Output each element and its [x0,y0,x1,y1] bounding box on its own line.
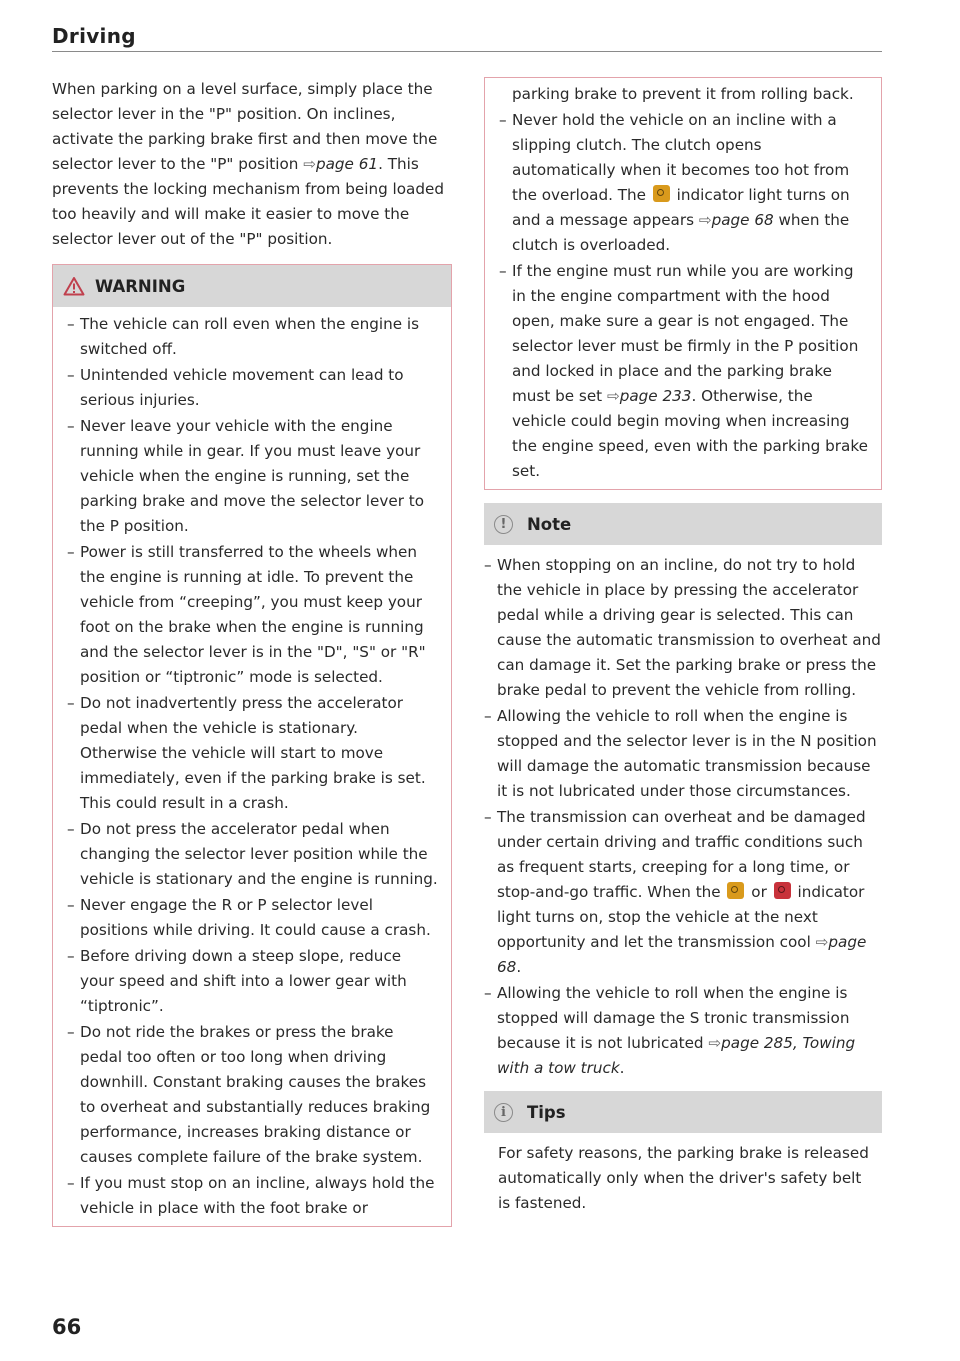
intro-text: When parking on a level surface, simply place the selector lever in the "P" position. On inclines, activate the parking brake first and then move the selector lever to the "P" position [52,80,438,173]
warning-header [53,265,451,307]
page-ref[interactable]: ⇨page 285, Towing with a tow truck [497,1034,856,1077]
warning-box-continued [484,77,882,490]
warning-item: – Do not inadvertently press the accelerator pedal when the vehicle is stationary. Otherwise the vehicle will start to move immediately, even if the parking brake is set. This could result in a crash. [67,694,426,812]
warning-item-continued: parking brake to prevent it from rolling back. [512,85,854,103]
arrow-icon: ⇨ [303,155,316,173]
page-ref[interactable]: ⇨page 61 [303,155,379,173]
warning-item: – Never leave your vehicle with the engine running while in gear. If you must leave your vehicle when the engine is running, set the parking brake and move the selector lever to the P position. [67,417,425,535]
tips-title: Tips [527,1102,566,1122]
warning-list-continued [485,78,881,489]
warning-box [52,264,452,1227]
warning-item: – Do not ride the brakes or press the brake pedal too often or too long when driving downhill. Constant braking causes the brakes to overheat and substantially reduces braking performance, increases braking distance or causes complete failure of the brake system. [67,1023,431,1166]
tips-box [484,1091,882,1220]
warning-list [53,307,451,1226]
note-item: – The transmission can overheat and be damaged under certain driving and traffic conditions such as frequent starts, creeping for a long time, or stop-and-go traffic. When the or indicator light turns on, stop the vehicle at the next opportunity and let the transmission cool ⇨page 68. [484,808,867,976]
note-header [484,503,882,545]
arrow-icon: ⇨ [606,387,620,405]
exclamation-circle-icon: ! [494,515,513,534]
intro-paragraph: When parking on a level surface, simply place the selector lever in the "P" position. On inclines, activate the parking brake first and then move the selector lever to the "P" position ⇨page 61. This prevents the locking mechanism from being loaded too heavily and will make it easier to move the selector lever out of the "P" position. [52,80,444,248]
warning-item: – Do not press the accelerator pedal when changing the selector lever position while the vehicle is stationary and the engine is running. [67,820,438,888]
page-number: 66 [52,1315,82,1339]
warning-item: – Power is still transferred to the wheels when the engine is running at idle. To prevent the vehicle from “creeping”, you must keep your foot on the brake when the engine is running and the selector lever is in the "D", "S" or "R" position or “tiptronic” mode is selected. [67,543,426,686]
note-item: – Allowing the vehicle to roll when the engine is stopped will damage the S tronic transmission because it is not lubricated ⇨page 285, Towing with a tow truck. [484,984,856,1077]
right-column [484,77,882,1220]
page-ref[interactable]: ⇨page 233 [606,387,692,405]
arrow-icon: ⇨ [815,933,829,951]
warning-item: – Never engage the R or P selector level positions while driving. It could cause a crash. [67,896,431,939]
page-ref[interactable]: ⇨page 68 [497,933,867,976]
transmission-warning-yellow-icon [727,882,744,899]
warning-item: – If the engine must run while you are working in the engine compartment with the hood open, make sure a gear is not engaged. The selector lever must be firmly in the P position and locked in place and the parking brake must be set ⇨page 233. Otherwise, the vehicle could begin moving when increasing the engine speed, even with the parking brake set. [499,262,868,480]
arrow-icon: ⇨ [708,1034,722,1052]
warning-item: – Unintended vehicle movement can lead to serious injuries. [67,366,404,409]
left-column [52,77,452,1227]
warning-item: – Before driving down a steep slope, reduce your speed and shift into a lower gear with “tiptronic”. [67,947,407,1015]
note-title: Note [527,514,572,534]
note-list [484,545,882,1081]
tips-header [484,1091,882,1133]
header-divider [52,51,882,52]
transmission-warning-red-icon [774,882,791,899]
warning-item: – The vehicle can roll even when the engine is switched off. [67,315,420,358]
transmission-warning-yellow-icon [653,185,670,202]
note-box [484,503,882,1081]
note-item: – When stopping on an incline, do not try to hold the vehicle in place by pressing the accelerator pedal while a driving gear is selected. This can cause the automatic transmission to overheat and can damage it. Set the parking brake or press the brake pedal to prevent the vehicle from rolling. [484,556,881,699]
warning-triangle-icon [63,276,85,296]
warning-item: – Never hold the vehicle on an incline with a slipping clutch. The clutch opens automatically when it becomes too hot from the overload. The indicator light turns on and a message appears ⇨page 68 when the clutch is overloaded. [499,111,850,254]
section-title: Driving [52,24,136,48]
note-item: – Allowing the vehicle to roll when the engine is stopped and the selector lever is in the N position will damage the automatic transmission because it is not lubricated under those circumstances. [484,707,877,800]
warning-title: WARNING [95,276,186,296]
tips-text: For safety reasons, the parking brake is released automatically only when the driver's safety belt is fastened. [498,1144,869,1212]
info-circle-icon: i [494,1103,513,1122]
warning-item: – If you must stop on an incline, always hold the vehicle in place with the foot brake or [67,1174,435,1217]
arrow-icon: ⇨ [698,211,712,229]
page-ref[interactable]: ⇨page 68 [698,211,774,229]
